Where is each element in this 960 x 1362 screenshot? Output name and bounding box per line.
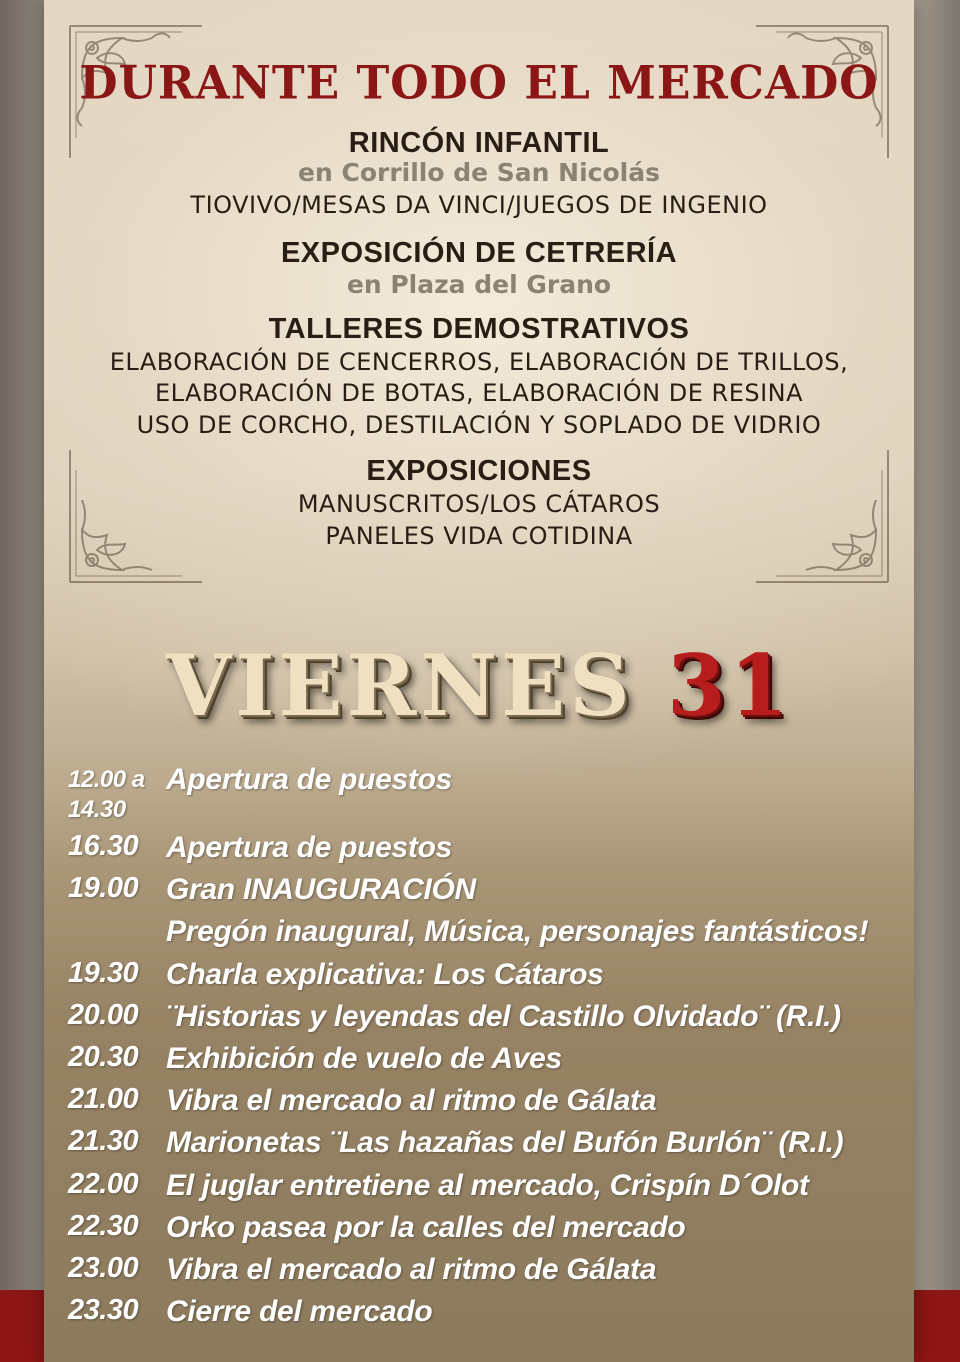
schedule-row bbox=[68, 763, 908, 831]
schedule-desc: Apertura de puestos bbox=[166, 763, 453, 796]
main-title: DURANTE TODO EL MERCADO bbox=[79, 56, 879, 111]
schedule-time: 23.30 bbox=[68, 1294, 139, 1327]
schedule-time: 16.30 bbox=[68, 830, 139, 862]
schedule-time: 21.00 bbox=[68, 1083, 139, 1116]
schedule-row bbox=[68, 1211, 908, 1253]
schedule-row bbox=[68, 831, 908, 873]
left-border bbox=[0, 0, 44, 1362]
schedule-desc: Orko pasea por la calles del mercado bbox=[166, 1210, 686, 1244]
parchment-panel bbox=[44, 0, 914, 1362]
section-location-rincon-infantil: en Corrillo de San Nicolás bbox=[298, 158, 660, 187]
section-title-talleres: TALLERES DEMOSTRATIVOS bbox=[268, 313, 690, 345]
schedule-time: 19.30 bbox=[68, 956, 139, 989]
left-red-band bbox=[0, 1290, 44, 1362]
section-line: ELABORACIÓN DE CENCERROS, ELABORACIÓN DE TRILLOS, bbox=[109, 348, 849, 376]
schedule-desc: Apertura de puestos bbox=[166, 831, 453, 864]
day-number: 31 bbox=[667, 636, 792, 735]
section-location-cetreria: en Plaza del Grano bbox=[346, 270, 612, 299]
schedule-row bbox=[68, 873, 908, 915]
section-title-rincon-infantil: RINCÓN INFANTIL bbox=[348, 127, 610, 159]
schedule-row bbox=[68, 1000, 908, 1042]
schedule-row bbox=[68, 915, 908, 957]
section-line: MANUSCRITOS/LOS CÁTAROS bbox=[297, 490, 661, 518]
schedule-desc: Vibra el mercado al ritmo de Gálata bbox=[166, 1252, 657, 1286]
schedule-row bbox=[68, 1042, 908, 1084]
schedule-time: 19.00 bbox=[68, 872, 139, 905]
schedule-time: 22.00 bbox=[68, 1167, 139, 1200]
schedule-desc: Exhibición de vuelo de Aves bbox=[166, 1041, 562, 1075]
schedule-desc: Pregón inaugural, Música, personajes fantásticos! bbox=[166, 915, 869, 949]
schedule-desc: Gran INAUGURACIÓN bbox=[166, 873, 476, 907]
day-heading bbox=[44, 636, 914, 735]
section-line: USO DE CORCHO, DESTILACIÓN Y SOPLADO DE VIDRIO bbox=[136, 411, 822, 439]
section-line: ELABORACIÓN DE BOTAS, ELABORACIÓN DE RESINA bbox=[154, 379, 804, 407]
section-title-exposiciones: EXPOSICIONES bbox=[366, 455, 592, 487]
schedule-row bbox=[68, 958, 908, 1000]
schedule-desc: Marionetas ¨Las hazañas del Bufón Burlón¨ (R.I.) bbox=[166, 1126, 844, 1160]
schedule-time: 21.30 bbox=[68, 1125, 139, 1158]
schedule-row bbox=[68, 1169, 908, 1211]
section-line: PANELES VIDA COTIDINA bbox=[325, 522, 633, 550]
right-red-band bbox=[914, 1290, 960, 1362]
right-border bbox=[914, 0, 960, 1362]
schedule-desc: ¨Historias y leyendas del Castillo Olvidado¨ (R.I.) bbox=[166, 999, 841, 1033]
schedule-time: 20.30 bbox=[68, 1040, 139, 1073]
schedule-desc: Charla explicativa: Los Cátaros bbox=[166, 957, 604, 991]
schedule-row bbox=[68, 1253, 908, 1295]
schedule-desc: Vibra el mercado al ritmo de Gálata bbox=[166, 1084, 657, 1118]
schedule-row bbox=[68, 1084, 908, 1126]
schedule-time: 12.00 a 14.30 bbox=[68, 766, 145, 823]
section-line: TIOVIVO/MESAS DA VINCI/JUEGOS DE INGENIO bbox=[190, 191, 768, 219]
schedule-time: 23.00 bbox=[68, 1251, 139, 1284]
section-title-cetreria: EXPOSICIÓN DE CETRERÍA bbox=[280, 237, 678, 269]
day-label: VIERNES bbox=[166, 636, 634, 735]
schedule-desc: El juglar entretiene al mercado, Crispín D´Olot bbox=[166, 1168, 809, 1202]
schedule-row bbox=[68, 1295, 908, 1337]
schedule-desc: Cierre del mercado bbox=[166, 1295, 433, 1329]
schedule-time: 22.30 bbox=[68, 1209, 139, 1242]
schedule-row bbox=[68, 1126, 908, 1168]
schedule-list bbox=[68, 763, 908, 1337]
schedule-time: 20.00 bbox=[68, 998, 139, 1031]
